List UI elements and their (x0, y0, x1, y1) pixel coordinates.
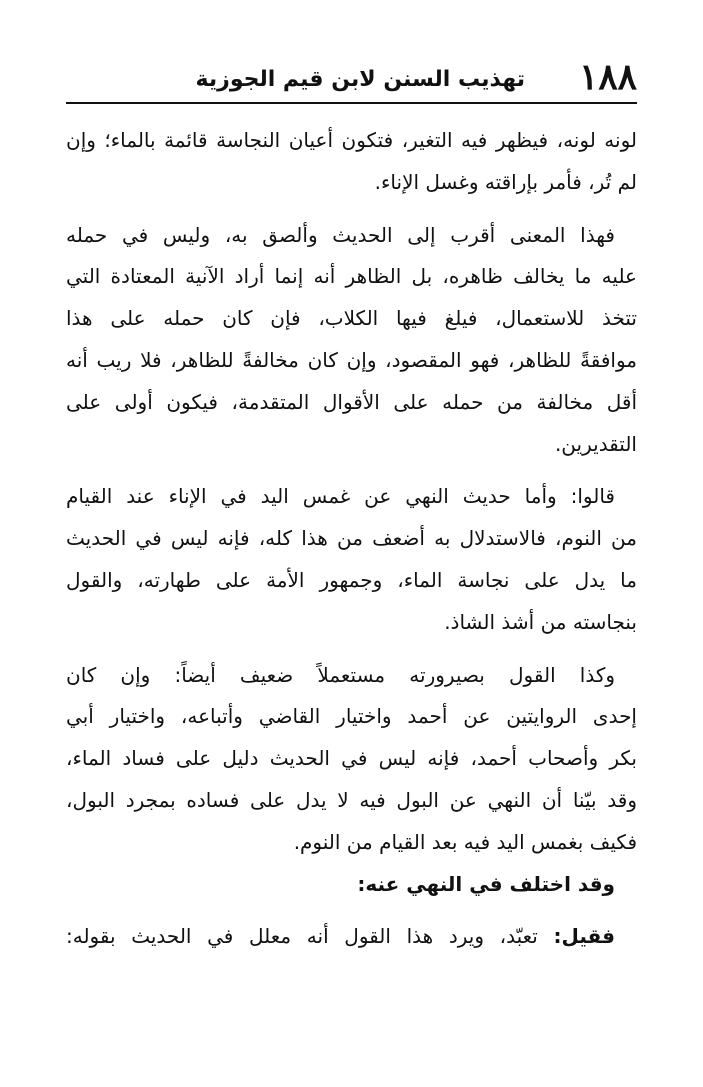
text-line: وقد بيّنا أن النهي عن البول فيه لا يدل على فساده بمجرد البول، (66, 787, 637, 812)
text-line: عليه ما يخالف ظاهره، بل الظاهر أنه إنما أراد الآنية المعتادة التي (66, 264, 637, 289)
text-line: من النوم، فالاستدلال به أضعف من هذا كله، فإنه ليس في الحديث (66, 526, 637, 551)
running-title: تهذيب السنن لابن قيم الجوزية (195, 67, 525, 92)
text-line: تتخذ للاستعمال، فيلغ فيها الكلاب، فإن كان حمله على هذا (66, 306, 637, 331)
body-text (66, 120, 637, 958)
paragraph-gap (66, 465, 637, 476)
page-header (66, 56, 637, 100)
text-line: لونه لونه، فيظهر فيه التغير، فتكون أعيان النجاسة قائمة بالماء؛ وإن (66, 128, 637, 152)
text-line: أقل مخالفة من حمله على الأقوال المتقدمة، فيكون أولى على (66, 389, 637, 414)
lead-word: فقيل: (553, 924, 615, 949)
paragraph-gap (66, 905, 637, 916)
page-number: ١٨٨ (578, 56, 637, 98)
paragraph-gap (66, 204, 637, 215)
text-line: ما يدل على نجاسة الماء، وجمهور الأمة على طهارته، والقول (66, 567, 637, 592)
text-line: بنجاسته من أشذ الشاذ. (444, 609, 637, 634)
section-heading: وقد اختلف في النهي عنه: (357, 871, 615, 896)
text-line: فكيف بغمس اليد فيه بعد القيام من النوم. (293, 829, 637, 854)
text-line (66, 916, 637, 958)
text-line: بكر وأصحاب أحمد، فإنه ليس في الحديث دليل على فساد الماء، (66, 746, 637, 771)
text-run: تعبّد، ويرد هذا القول أنه معلل في الحديث بقوله: (66, 924, 554, 949)
header-rule (66, 102, 637, 104)
text-line: قالوا: وأما حديث النهي عن غمس اليد في الإناء عند القيام (66, 484, 615, 509)
text-line: إحدى الروايتين عن أحمد واختيار القاضي وأتباعه، واختيار أبي (66, 704, 637, 729)
text-line: فهذا المعنى أقرب إلى الحديث وألصق به، وليس في حمله (66, 222, 615, 247)
text-line: موافقةً للظاهر، فهو المقصود، وإن كان مخالفةً للظاهر، فلا ريب أنه (66, 347, 637, 372)
text-line: وكذا القول بصيرورته مستعملاً ضعيف أيضاً: وإن كان (66, 662, 615, 687)
paragraph-gap (66, 644, 637, 655)
text-line: التقديرين. (554, 431, 637, 456)
text-line: لم تُر، فأمر بإراقته وغسل الإناء. (374, 169, 637, 194)
